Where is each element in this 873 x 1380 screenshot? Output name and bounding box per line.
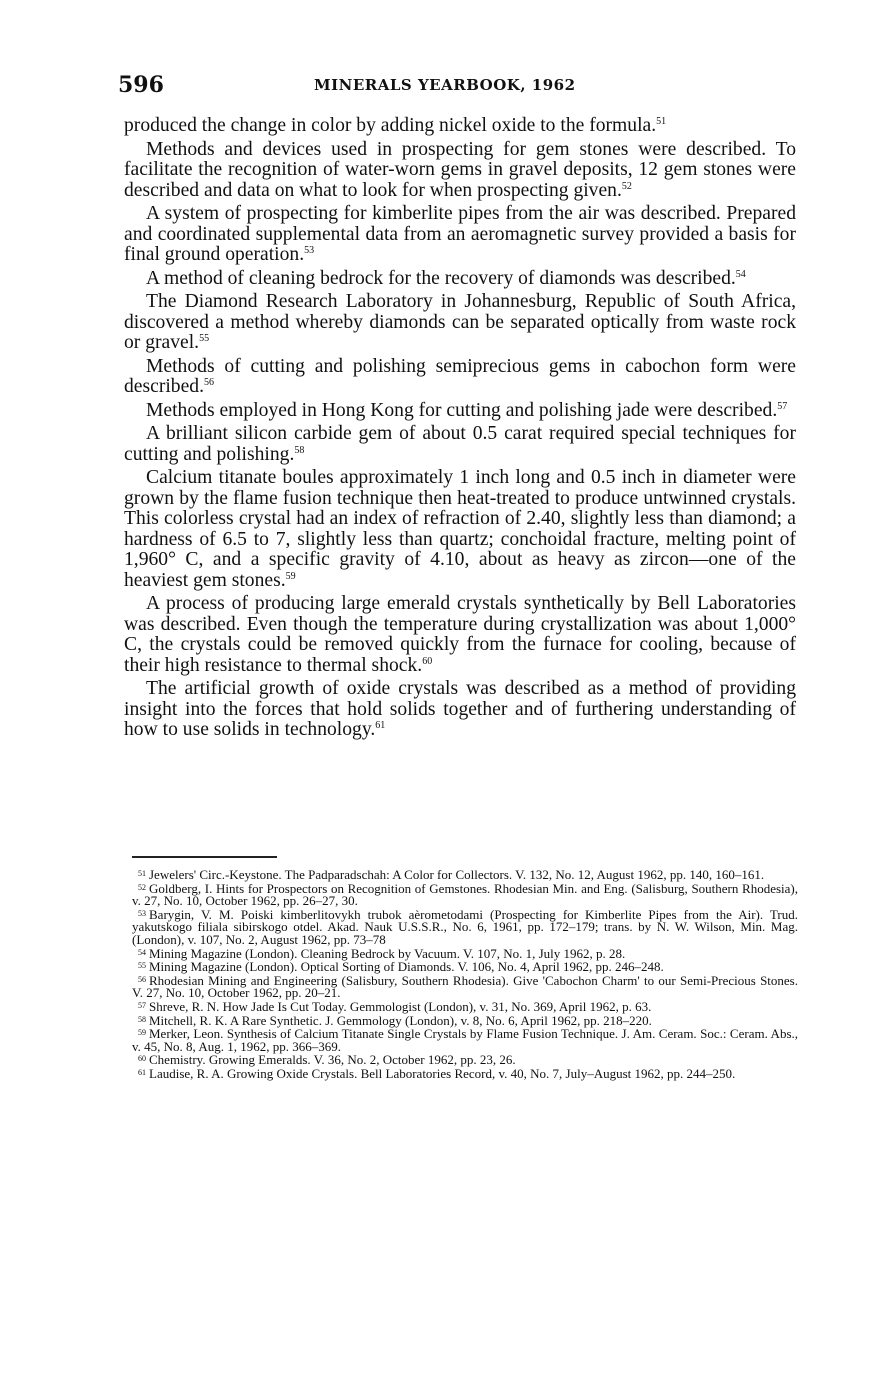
footnote-ref: 54	[735, 268, 746, 280]
footnote-ref: 61	[375, 720, 386, 731]
footnote-ref: 51	[656, 116, 667, 127]
paragraph: Calcium titanate boules approximately 1 inch long and 0.5 inch in diameter were grown by the flame fusion technique then heat-treated to produce untwinned crystals. This colorless crystal had an index of refraction of 2.40, slightly less than diamond; a hardness of 6.5 to 7, slightly less than quartz; conchoidal fracture, melting point of 1,960° C, and a specific gravity of 4.10, about as heavy as zircon—one of the heaviest gem stones.$^{59}$	[124, 467, 796, 591]
paragraph: Methods employed in Hong Kong for cutting and polishing jade were described.$^{57}$	[146, 399, 788, 421]
footnote-mark: 54	[138, 947, 146, 957]
footnote-mark: 53	[138, 908, 146, 918]
paragraph: The artificial growth of oxide crystals was described as a method of providing insight into the forces that hold solids together and of furthering understanding of how to use solids in technology.$^{61}$	[124, 678, 796, 740]
footnote-mark: 58	[138, 1014, 146, 1024]
footnote-mark: 59	[138, 1028, 146, 1038]
footnote-mark: 60	[138, 1054, 146, 1064]
footnote-mark: 57	[138, 1000, 146, 1010]
footnote-ref: 53	[304, 245, 315, 256]
footnote-ref: 59	[285, 570, 296, 582]
paragraph: produced the change in color by adding nickel oxide to the formula.$^{51}$	[124, 115, 667, 136]
footnote-mark: 52	[138, 882, 146, 892]
footnote: $^{59}$ Merker, Leon. Synthesis of Calcium Titanate Single Crystals by Flame Fusion Technique. J. Am. Ceram. Soc.: Ceram. Abs., v. 45, No. 8, Aug. 1, 1962, pp. 366–369.	[132, 1026, 798, 1054]
paragraph: The Diamond Research Laboratory in Johannesburg, Republic of South Africa, discovered a method whereby diamonds can be separated optically from waste rock or gravel.$^{55}$	[124, 291, 796, 353]
footnote-mark: 61	[138, 1067, 146, 1077]
footnotes	[132, 868, 798, 1081]
footnote: $^{57}$ Shreve, R. N. How Jade Is Cut Today. Gemmologist (London), v. 31, No. 369, April 1962, p. 63.	[138, 998, 652, 1014]
footnote: $^{56}$ Rhodesian Mining and Engineering (Salisbury, Southern Rhodesia). Give 'Cabochon Charm' to our Semi-Precious Stones. V. 27, No. 10, October 1962, pp. 20–21.	[132, 972, 798, 1001]
footnote: $^{55}$ Mining Magazine (London). Optical Sorting of Diamonds. V. 106, No. 4, April 1962, pp. 246–248.	[138, 959, 664, 975]
paragraph: A method of cleaning bedrock for the recovery of diamonds was described.$^{54}$	[146, 267, 746, 289]
page-header	[118, 72, 798, 102]
footnote-ref: 60	[422, 655, 433, 667]
footnote-ref: 57	[777, 400, 788, 412]
paragraph: Methods of cutting and polishing semiprecious gems in cabochon form were described.$^{56}$	[124, 355, 796, 397]
page-number: 596	[118, 72, 164, 98]
footnote: $^{60}$ Chemistry. Growing Emeralds. V. 36, No. 2, October 1962, pp. 23, 26.	[138, 1052, 516, 1068]
footnote-mark: 56	[138, 974, 146, 984]
footnote: $^{52}$ Goldberg, I. Hints for Prospectors on Recognition of Gemstones. Rhodesian Min. and Eng. (Salisburg, Southern Rhodesia), v. 27, No. 10, October 1962, pp. 26–27, 30.	[132, 880, 798, 909]
paragraph: A brilliant silicon carbide gem of about 0.5 carat required special techniques for cutting and polishing.$^{58}$	[124, 423, 796, 465]
footnote-ref: 58	[294, 444, 305, 456]
running-title: MINERALS YEARBOOK, 1962	[314, 76, 576, 94]
body-text	[124, 116, 796, 744]
footnote-ref: 55	[199, 333, 210, 344]
footnote: $^{58}$ Mitchell, R. K. A Rare Synthetic. J. Gemmology (London), v. 8, No. 6, April 1962, pp. 218–220.	[138, 1012, 652, 1028]
footnote: $^{54}$ Mining Magazine (London). Cleaning Bedrock by Vacuum. V. 107, No. 1, July 1962, p. 28.	[138, 945, 626, 961]
paragraph: A system of prospecting for kimberlite pipes from the air was described. Prepared and coordinated supplemental data from an aeromagnetic survey provided a basis for final ground operation.$^{53}$	[124, 203, 796, 265]
footnote-mark: 55	[138, 961, 146, 971]
footnote-mark: 51	[138, 869, 146, 878]
footnote: $^{51}$ Jewelers' Circ.-Keystone. The Padparadschah: A Color for Collectors. V. 132, No. 12, August 1962, pp. 140, 160–161.	[138, 867, 765, 882]
footnote-divider	[132, 856, 277, 858]
paragraph: Methods and devices used in prospecting for gem stones were described. To facilitate the recognition of water-worn gems in gravel deposits, 12 gem stones were described and data on what to look for when prospecting given.$^{52}$	[124, 138, 796, 201]
footnote-ref: 56	[203, 377, 214, 388]
paragraph: A process of producing large emerald crystals synthetically by Bell Laboratories was described. Even though the temperature during crystallization was about 1,000° C, the crystals could be removed quickly from the furnace for cooling, because of their high resistance to thermal shock.$^{60}$	[124, 593, 796, 676]
footnote-ref: 52	[621, 180, 632, 192]
footnote: $^{61}$ Laudise, R. A. Growing Oxide Crystals. Bell Laboratories Record, v. 40, No. 7, July–August 1962, pp. 244–250.	[138, 1065, 736, 1081]
footnote: $^{53}$ Barygin, V. M. Poiski kimberlitovykh trubok aèrometodami (Prospecting for Kimberlite Pipes from the Air). Trud. yakutskogo filiala sibirskogo otdel. Akad. Nauk U.S.S.R., No. 6, 1961, pp. 172–179; trans. by N. W. Wilson, Min. Mag. (London), v. 107, No. 2, August 1962, pp. 73–78	[132, 906, 798, 947]
